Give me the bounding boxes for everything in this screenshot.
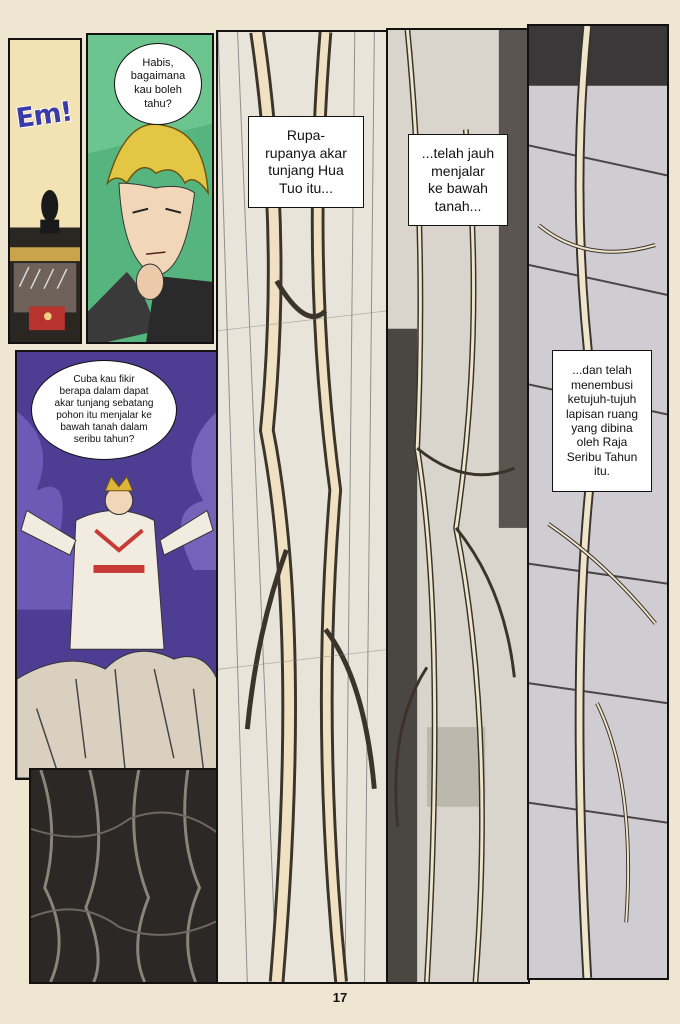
panel-em	[8, 38, 82, 344]
speech-bubble-cuba: Cuba kau fikir berapa dalam dapat akar tunjang sebatang pohon itu menjalar ke bawah tanah dalam seribu tahun?	[31, 360, 177, 460]
panel-thinking	[86, 33, 214, 344]
caption-telah-jauh: ...telah jauh menjalar ke bawah tanah...	[408, 134, 508, 226]
sfx-em: Em!	[14, 96, 74, 135]
page-number: 17	[332, 990, 348, 1005]
caption-rupa-rupanya: Rupa- rupanya akar tunjang Hua Tuo itu...	[248, 116, 364, 208]
panel-roots-3	[527, 24, 669, 980]
panel-roots-2	[386, 28, 530, 984]
panel-roots-3-art	[529, 26, 667, 978]
panel-dark-roots-art	[31, 770, 225, 982]
caption-dan-telah: ...dan telah menembusi ketujuh-tujuh lapisan ruang yang dibina oleh Raja Seribu Tahun itu.	[552, 350, 652, 492]
panel-roots-1	[216, 30, 390, 984]
panel-king	[15, 350, 219, 780]
panel-em-art	[10, 40, 80, 342]
speech-bubble-habis: Habis, bagaimana kau boleh tahu?	[114, 43, 202, 125]
panel-dark-roots	[29, 768, 227, 984]
